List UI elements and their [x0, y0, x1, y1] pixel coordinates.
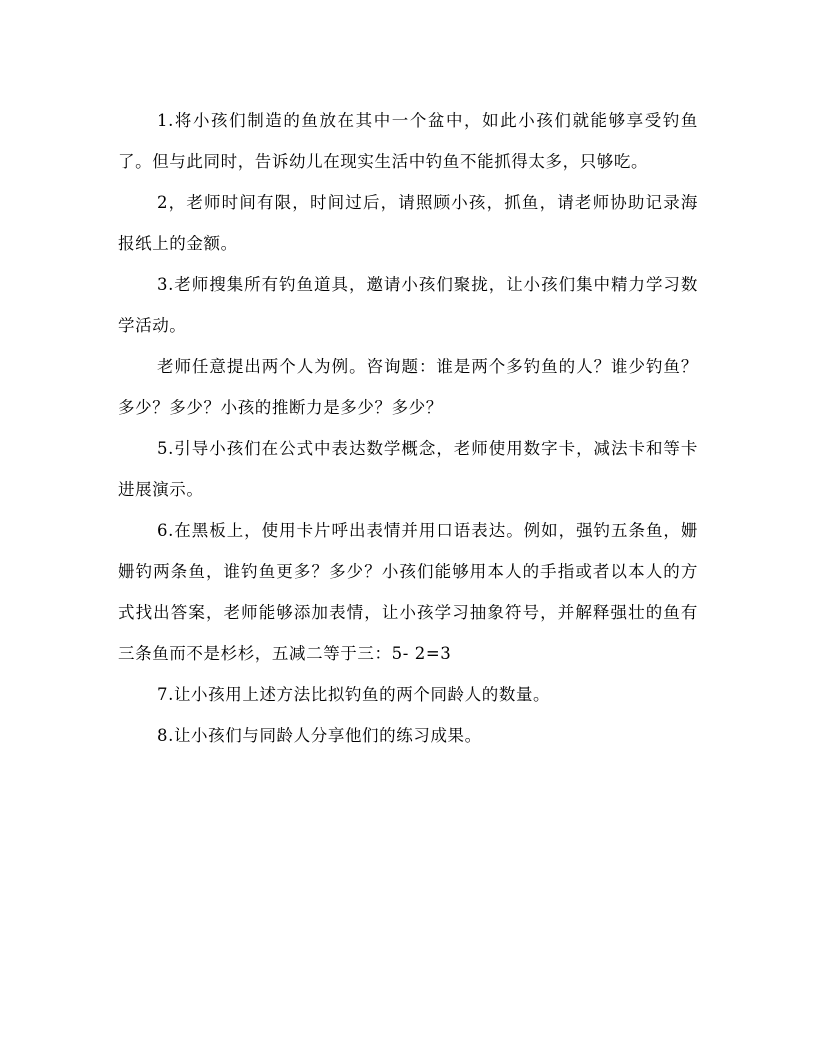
paragraph-7: 7.让小孩用上述方法比拟钓鱼的两个同龄人的数量。	[157, 685, 551, 704]
paragraph-6: 6.在黑板上，使用卡片呼出表情并用口语表达。例如，强钓五条鱼，姗姗钓两条鱼，谁钓鱼更多？多少？小孩们能够用本人的手指或者以本人的方式找出答案，老师能够添加表情，让小孩学习抽象符号，并解释强壮的鱼有三条鱼而不是杉杉，五减二等于三：5- 2=3	[118, 521, 698, 663]
paragraph-3: 3.老师搜集所有钓鱼道具，邀请小孩们聚拢，让小孩们集中精力学习数学活动。	[118, 275, 698, 335]
paragraph-2: 2，老师时间有限，时间过后，请照顾小孩，抓鱼，请老师协助记录海报纸上的金额。	[118, 193, 698, 253]
paragraph-4: 老师任意提出两个人为例。咨询题：谁是两个多钓鱼的人？谁少钓鱼？多少？多少？小孩的推断力是多少？多少？	[118, 357, 698, 417]
paragraph-8: 8.让小孩们与同龄人分享他们的练习成果。	[157, 726, 482, 745]
paragraph-1: 1.将小孩们制造的鱼放在其中一个盆中，如此小孩们就能够享受钓鱼了。但与此同时，告诉幼儿在现实生活中钓鱼不能抓得太多，只够吃。	[118, 111, 698, 171]
paragraph-5: 5.引导小孩们在公式中表达数学概念，老师使用数字卡，减法卡和等卡进展演示。	[118, 439, 698, 499]
document-body	[118, 100, 698, 756]
